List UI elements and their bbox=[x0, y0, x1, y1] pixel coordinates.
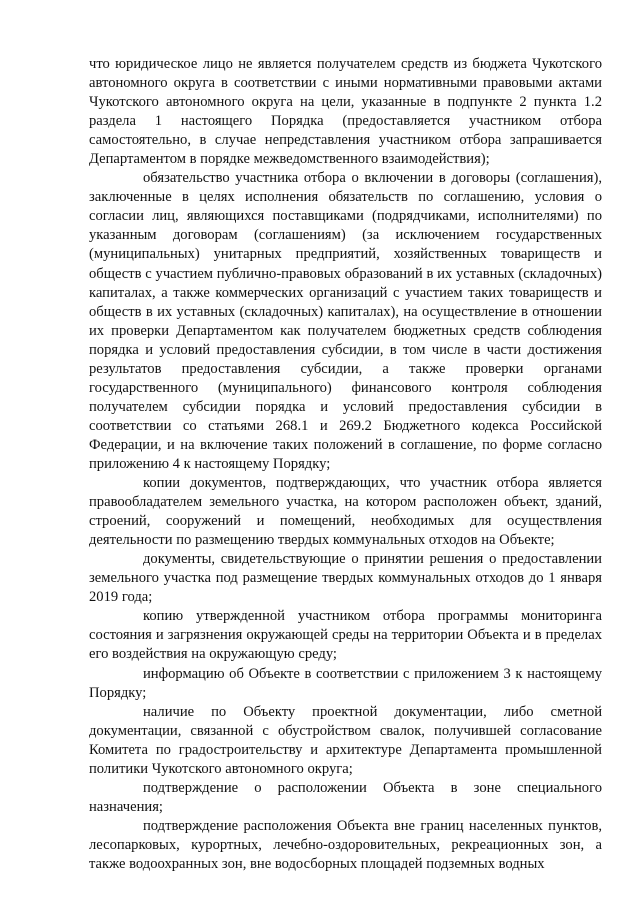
paragraph-land-rights-copies: копии документов, подтверждающих, что участник отбора является правообладателем земельного участка, на котором расположен объект, зданий, строений, сооружений и помещений, необходимых для осуществления деятельности по размещению твердых коммунальных отходов на Объекте; bbox=[89, 475, 602, 549]
paragraph-obligation-contracts: обязательство участника отбора о включении в договоры (соглашения), заключенные в целях исполнения обязательств по соглашению, условия о согласии лиц, являющихся поставщиками (подрядчиками, исполнителями) по указанным договорам (соглашениям) (за исключением государственных (муниципальных) унитарных предприятий, хозяйственных товариществ и обществ с участием публично-правовых образований в их уставных (складочных) капиталах, а также коммерческих организаций с участием таких товариществ и обществ в их уставных (складочных) капиталах), на осуществление в отношении их проверки Департаментом как получателем бюджетных средств соблюдения порядка и условий предоставления субсидии, в том числе в части достижения результатов предоставления субсидии, а также проверки органами государственного (муниципального) финансового контроля соблюдения получателем субсидии порядка и условий предоставления субсидии в соответствии со статьями 268.1 и 269.2 Бюджетного кодекса Российской Федерации, и на включение таких положений в соглашение, по форме согласно приложению 4 к настоящему Порядку; bbox=[89, 170, 602, 472]
paragraph-location-outside-zones: подтверждение расположения Объекта вне границ населенных пунктов, лесопарковых, курортных, лечебно-оздоровительных, рекреационных зон, а также водоохранных зон, вне водосборных площадей подземных водных bbox=[89, 817, 602, 872]
paragraph-special-zone: подтверждение о расположении Объекта в зоне специального назначения; bbox=[89, 779, 602, 815]
paragraph-object-information: информацию об Объекте в соответствии с приложением 3 к настоящему Порядку; bbox=[89, 665, 602, 701]
paragraph-project-documentation: наличие по Объекту проектной документации, либо сметной документации, связанной с обустройством свалок, получившей согласование Комитета по градостроительству и архитектуре Департамента промышленной политики Чукотского автономного округа; bbox=[89, 703, 602, 777]
paragraph-continuation: что юридическое лицо не является получателем средств из бюджета Чукотского автономного округа в соответствии с иными нормативными правовыми актами Чукотского автономного округа на цели, указанные в подпункте 2 пункта 1.2 раздела 1 настоящего Порядка (предоставляется участником отбора самостоятельно, в случае непредставления участником отбора запрашивается Департаментом в порядке межведомственного взаимодействия); bbox=[89, 56, 602, 168]
document-body bbox=[89, 55, 602, 874]
paragraph-monitoring-program: копию утвержденной участником отбора программы мониторинга состояния и загрязнения окружающей среды на территории Объекта и в пределах его воздействия на окружающую среду; bbox=[89, 608, 602, 663]
paragraph-land-decision-documents: документы, свидетельствующие о принятии решения о предоставлении земельного участка под размещение твердых коммунальных отходов до 1 января 2019 года; bbox=[89, 551, 602, 606]
